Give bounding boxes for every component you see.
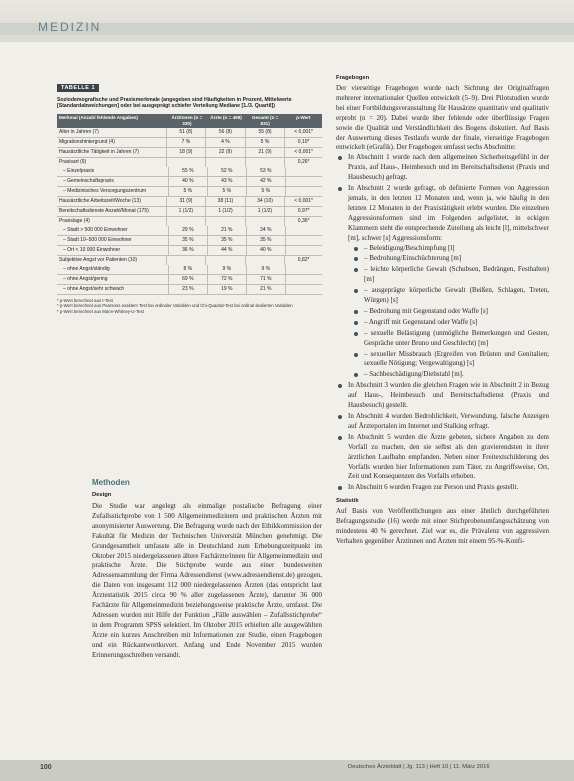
list-item: In Abschnitt 4 wurden Bedrohlichkeit, Verwundung, falsche Anzeigen auf Ärzteportalen im Internet und Stalking erfragt. bbox=[336, 412, 549, 432]
table-title: Soziodemografische und Praxismerkmale (angegeben sind Häufigkeiten in Prozent, Mittelwerte [Standardabweichungen] oder bei ausgeprägt schiefer Verteilung Mediane [1./3. Quartil]) bbox=[57, 97, 292, 110]
table-cell: < 0,001* bbox=[294, 149, 314, 156]
table-cell: 22 (9) bbox=[206, 148, 246, 157]
aggression-item: – sexueller Missbrauch (Ergreifen von Brüsten und Genitalien; sexuelle Nötigung; Vergewaltigung) [s] bbox=[352, 350, 549, 370]
subheading-statistik: Statistik bbox=[336, 498, 359, 505]
aggression-item: – Angriff mit Gegenstand oder Waffe [s] bbox=[352, 318, 549, 328]
table-cell: 35 % bbox=[169, 236, 208, 245]
table-cell: 0,10* bbox=[297, 139, 310, 146]
table-cell bbox=[167, 158, 207, 167]
bullet-list bbox=[336, 153, 549, 493]
table-cell: 1 (1/2) bbox=[206, 207, 246, 216]
table-row bbox=[57, 275, 322, 285]
page-number: 100 bbox=[40, 764, 52, 771]
section-heading-methoden: Methoden bbox=[92, 478, 130, 487]
table-cell: 55 (8) bbox=[246, 128, 286, 137]
table-cell: – ohne Angst/sehr schwach bbox=[57, 285, 169, 294]
table-note: * p-Wert berechnet aus Mann-Whitney-U-Test bbox=[57, 309, 144, 314]
table-label: TABELLE 1 bbox=[57, 84, 99, 92]
table-row bbox=[57, 187, 322, 197]
table-row bbox=[57, 197, 322, 207]
table-cell: Bereitschaftsdienste Anzahl/Monat (175) bbox=[57, 207, 167, 216]
table-cell: 21 % bbox=[247, 285, 286, 294]
table-cell bbox=[286, 177, 322, 186]
table-cell: 0,36* bbox=[297, 218, 310, 225]
list-item: In Abschnitt 1 wurde nach dem allgemeinen Sicherheitsgefühl in der Praxis, auf Haus-, Heimbesuch und im Bereitschaftsdienst (Praxis und Hausbesuch) gefragt. bbox=[336, 153, 549, 183]
table-cell: Migrationshintergrund (4) bbox=[57, 138, 167, 147]
col-header: Ärztinnen (n = 330) bbox=[171, 115, 203, 126]
table-cell bbox=[246, 217, 286, 226]
table-cell: 19 % bbox=[208, 285, 247, 294]
table-row bbox=[57, 207, 322, 217]
table-cell bbox=[286, 187, 322, 196]
table-row bbox=[57, 256, 322, 265]
table-cell: 56 (8) bbox=[206, 128, 246, 137]
col-header: Gesamt (n = 831) bbox=[251, 115, 279, 126]
aggression-item: – Beleidigung/Beschimpfung [l] bbox=[352, 244, 549, 254]
table-row bbox=[57, 236, 322, 246]
list-item: In Abschnitt 6 wurden Fragen zur Person und Praxis gestellt. bbox=[336, 483, 549, 493]
table-row bbox=[57, 265, 322, 275]
list-item-text: In Abschnitt 2 wurde gefragt, ob definierte Formen von Aggression jemals, in den letzten 12 Monaten und, wenn ja, wie häufig in den letzten 12 Monaten in der Praxistätigkeit erlebt wurden. Die einzelnen Aggressionsformen sind im Folgenden aufgelistet, in eckigen Klammern steht die entsprechende Zuteilung als leicht [l], mittelschwer [m], schwer [s] Aggressionsform: bbox=[348, 184, 549, 242]
aggression-item: – Bedrohung mit Gegenstand oder Waffe [s] bbox=[352, 307, 549, 317]
table-cell: – Medizinisches Versorgungszentrum bbox=[57, 187, 169, 196]
table-cell: 0,97* bbox=[297, 208, 310, 215]
table-cell: 36 % bbox=[169, 246, 208, 255]
table-cell: 1 (1/2) bbox=[167, 207, 207, 216]
list-item bbox=[336, 184, 549, 380]
table-cell: 5 % bbox=[169, 187, 208, 196]
table-cell: 4 % bbox=[206, 138, 246, 147]
table-cell bbox=[286, 226, 322, 235]
paragraph: Der vierseitige Fragebogen wurde nach Sichtung der Originalfragen mehrerer internationaler Quellen entwickelt (5–9). Drei Pilotstudien wurde bei einer Fortbildungsveranstaltung für Hausärzte quantitativ und qualitativ erprobt (n = 20). Dabei wurde über fehlende oder überflüssige Fragen sowie die Qualität und Verständlichkeit des Bogens diskutiert. Auf Basis der Auswertung dieses Testlaufs wurde der finale, vierseitige Fragebogen entwickelt (eGrafik). Der Fragebogen umfasst sechs Abschnitte: bbox=[336, 84, 549, 152]
table-notes bbox=[57, 298, 322, 315]
table-cell: 9 % bbox=[247, 265, 286, 274]
table-cell: – ohne Angst/gering bbox=[57, 275, 169, 284]
table-cell bbox=[167, 217, 207, 226]
table-cell bbox=[286, 167, 322, 176]
table-note: * p-Wert berechnet aus t-Test bbox=[57, 297, 113, 303]
table-row bbox=[57, 285, 322, 295]
table-cell bbox=[246, 158, 286, 167]
aggression-item: – leichte körperliche Gewalt (Schubsen, Bedrängen, Festhalten) [m] bbox=[352, 265, 549, 285]
table-row bbox=[57, 226, 322, 236]
left-column bbox=[92, 502, 322, 661]
table-cell: 72 % bbox=[208, 275, 247, 284]
table-row bbox=[57, 246, 322, 256]
table-cell bbox=[167, 256, 207, 265]
table-cell: 40 % bbox=[247, 246, 286, 255]
table-cell: Alter in Jahren (7) bbox=[57, 128, 167, 137]
table-cell bbox=[286, 265, 322, 274]
table-cell: 5 % bbox=[247, 187, 286, 196]
table-cell: 5 % bbox=[208, 187, 247, 196]
subheading-fragebogen: Fragebogen bbox=[336, 75, 370, 81]
table-cell: Hausärztliche Tätigkeit in Jahren (7) bbox=[57, 148, 167, 157]
table-cell: 29 % bbox=[169, 226, 208, 235]
table-cell: 51 (8) bbox=[167, 128, 207, 137]
aggression-list bbox=[348, 244, 549, 381]
col-header: Ärzte (n = 498) bbox=[210, 115, 242, 121]
section-title: MEDIZIN bbox=[38, 20, 102, 34]
table-row bbox=[57, 217, 322, 226]
table-cell: Subjektive Angst vor Patienten (10) bbox=[57, 256, 167, 265]
table-cell: 53 % bbox=[247, 167, 286, 176]
page-header bbox=[0, 0, 574, 42]
table-row bbox=[57, 158, 322, 167]
col-header: Merkmal (Anzahl fehlende Angaben) bbox=[59, 115, 138, 121]
table-cell: < 0,001* bbox=[294, 129, 314, 136]
table-cell: 1 (1/2) bbox=[246, 207, 286, 216]
right-column bbox=[336, 84, 549, 547]
table-cell: 21 % bbox=[208, 226, 247, 235]
table-cell: 42 % bbox=[247, 177, 286, 186]
subheading-design: Design bbox=[92, 492, 112, 498]
table-cell: 44 % bbox=[208, 246, 247, 255]
table-cell: 31 (9) bbox=[167, 197, 207, 206]
table-cell bbox=[206, 256, 246, 265]
table-cell: 5 % bbox=[246, 138, 286, 147]
table-cell: Praxislage (4) bbox=[57, 217, 167, 226]
aggression-item: – sexuelle Belästigung (unmögliche Bemerkungen und Gesten, Gespräche unter Bruno und Geschlecht) [m] bbox=[352, 329, 549, 349]
table-cell: 55 % bbox=[169, 167, 208, 176]
table-cell bbox=[246, 256, 286, 265]
table-header bbox=[57, 114, 322, 128]
table-cell bbox=[206, 158, 246, 167]
table-cell: 21 (9) bbox=[246, 148, 286, 157]
paragraph: Die Studie war angelegt als einmalige postalische Befragung einer Zufallsstichprobe von 1 500 Allgemeinmedizinern und praktischen Ärzten mit anonymisierter Auswertung. Die Befragung wurde nach der Ethikkommission der Fakultät für Medizin der Technischen Universität München genehmigt. Die Grundgesamtheit umfasste alle in Deutschland zum Erhebungszeitpunkt im Oktober 2015 niedergelassenen ältere Fachärzte/innen für Allgemeinmedizin und praktische Ärzte. Die Stichprobe wurde aus einer bundesweiten Adressensammlung der Firma Adressendienst (www.adressendienst.de) gezogen, die Daten von insgesamt 112 000 niedergelassenen Ärzten (das entspricht laut Ärztestatistik 2015 circa 90 % aller zugelassenen Ärzte), darunter 36 000 Fachärzte für Allgemeinmedizin beziehungsweise praktische Ärzte, umfasst. Die Adressen wurden mit Hilfe der Funktion „Fälle auswählen – Zufallsstichprobe“ in dem Programm SPSS selektiert. Im Oktober 2015 erhielten alle ausgewählten Ärzte ein kurzes Anschreiben mit Informationen zur Studie, einen Fragebogen und ein Rückantwortkuvert. Anfang und Ende November 2015 wurden Erinnerungsschreiben versandt. bbox=[92, 502, 322, 659]
table-note: * p-Wert berechnet aus Pearsons exaktem Test bei ordinaler Variablen und Chi-Quadrat-Test bei ordinal skalierten Variablen bbox=[57, 303, 293, 309]
table-cell: 35 % bbox=[208, 236, 247, 245]
table-cell: Praxisart (9) bbox=[57, 158, 167, 167]
table-cell: – ohne Angst/ständig bbox=[57, 265, 169, 274]
aggression-item: – Sachbeschädigung/Diebstahl [m]. bbox=[352, 370, 549, 380]
table-cell: 35 % bbox=[247, 236, 286, 245]
table-row bbox=[57, 148, 322, 158]
table-cell: 23 % bbox=[169, 285, 208, 294]
table-cell: 7 % bbox=[167, 138, 207, 147]
table-cell: 18 (9) bbox=[167, 148, 207, 157]
table-cell: 24 % bbox=[247, 226, 286, 235]
aggression-item: – Bedrohung/Einschüchterung [m] bbox=[352, 254, 549, 264]
table-cell: 0,26* bbox=[297, 159, 310, 166]
table-cell bbox=[286, 236, 322, 245]
list-item: In Abschnitt 5 wurden die Ärzte gebeten, sichere Angaben zu dem Vorfall zu machen, den sie selbst als den gravierendsten in ihrer ärztlichen Laufbahn empfanden. Neben einer Freitextschilderung des Vorfalls wurden hier Informationen zum Täter, zu Angriffsweise, Ort, Zeit und Konsequenzen des Vorfalls erhoben. bbox=[336, 433, 549, 483]
table-cell bbox=[286, 275, 322, 284]
col-header: p-Wert bbox=[296, 115, 311, 121]
table-body bbox=[57, 128, 322, 295]
table-row bbox=[57, 167, 322, 177]
table-cell: – Stadt > 500 000 Einwohner bbox=[57, 226, 169, 235]
table-cell: – Ort < 10 000 Einwohner bbox=[57, 246, 169, 255]
table-cell: 9 % bbox=[208, 265, 247, 274]
table-cell: 71 % bbox=[247, 275, 286, 284]
table-cell: 52 % bbox=[208, 167, 247, 176]
table-row bbox=[57, 177, 322, 187]
table-cell bbox=[286, 285, 322, 294]
table-cell: 43 % bbox=[208, 177, 247, 186]
table-cell: < 0,001* bbox=[294, 198, 314, 205]
aggression-item: – ausgeprägte körperliche Gewalt (Beißen, Schlagen, Treten, Würgen) [s] bbox=[352, 286, 549, 306]
table-cell bbox=[286, 246, 322, 255]
paragraph: Auf Basis von Veröffentlichungen aus einer ähnlich durchgeführten Befragungsstudie (16) werde mit einer Stichprobenumfangsschätzung von mindestens 40 % gerechnet. Ziel war es, die Prävalenz von aggressiven Verhalten gegenüber Ärztinnen und Ärzten mit einem 95-%-Konfi- bbox=[336, 507, 549, 545]
table-cell bbox=[206, 217, 246, 226]
table-cell: 8 % bbox=[169, 265, 208, 274]
table-cell: – Gemeinschaftspraxis bbox=[57, 177, 169, 186]
table-cell: 40 % bbox=[169, 177, 208, 186]
table-cell: Hausärztliche Arbeitszeit/Woche (13) bbox=[57, 197, 167, 206]
table-cell: 38 (11) bbox=[206, 197, 246, 206]
table-cell: – Einzelpraxis bbox=[57, 167, 169, 176]
table-cell: 0,82* bbox=[297, 257, 310, 264]
table-cell: 34 (10) bbox=[246, 197, 286, 206]
table-row bbox=[57, 128, 322, 138]
list-item: In Abschnitt 3 wurden die gleichen Fragen wie in Abschnitt 2 in Bezug auf Haus-, Heimbesuch und Bereitschaftsdienst (Praxis und Hausbesuch) gestellt. bbox=[336, 381, 549, 411]
journal-reference: Deutsches Ärzteblatt | Jg. 113 | Heft 10 | 11. März 2016 bbox=[348, 764, 490, 770]
table-row bbox=[57, 138, 322, 148]
table-cell: – Stadt 10–500 000 Einwohner bbox=[57, 236, 169, 245]
table-cell: 69 % bbox=[169, 275, 208, 284]
table-1 bbox=[57, 76, 322, 315]
